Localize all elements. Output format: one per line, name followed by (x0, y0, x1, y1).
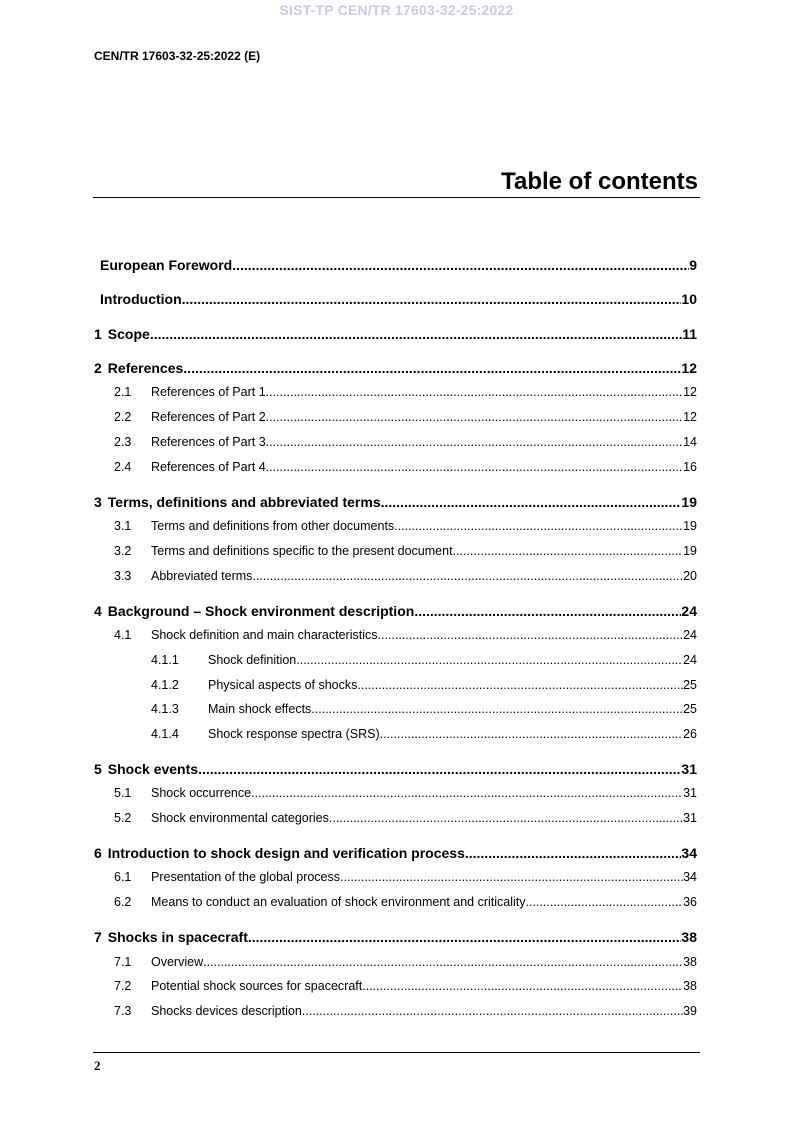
toc-entry[interactable] (114, 895, 697, 913)
dot-leader (453, 544, 684, 558)
toc-entry-page: 24 (681, 603, 697, 619)
toc-entry[interactable] (151, 727, 697, 745)
toc-entry-page: 24 (683, 653, 697, 667)
toc-entry-label: Shock definition and main characteristics (151, 628, 378, 642)
document-id: CEN/TR 17603-32-25:2022 (E) (94, 49, 261, 63)
toc-entry[interactable] (94, 845, 697, 865)
toc-entry-number: 2 (94, 360, 102, 376)
toc-entry-number: 6 (94, 845, 102, 861)
toc-entry-number: 7.2 (114, 979, 132, 993)
dot-leader (183, 360, 681, 376)
toc-entry-page: 31 (683, 811, 697, 825)
toc-entry[interactable] (114, 811, 697, 829)
toc-entry-label: References (107, 360, 184, 376)
dot-leader (252, 569, 683, 583)
toc-entry-number: 3.1 (114, 519, 132, 533)
toc-entry-label: References of Part 2 (151, 410, 266, 424)
title-divider (93, 197, 700, 198)
toc-entry-label: Introduction (100, 291, 182, 307)
toc-entry[interactable] (114, 870, 697, 888)
toc-entry-page: 34 (681, 845, 697, 861)
toc-entry-page: 31 (683, 786, 697, 800)
dot-leader (329, 811, 683, 825)
toc-entry[interactable] (151, 702, 697, 720)
dot-leader (150, 326, 682, 342)
dot-leader (311, 702, 683, 716)
toc-entry-label: References of Part 4 (151, 460, 266, 474)
toc-entry-number: 3 (94, 494, 102, 510)
dot-leader (296, 653, 683, 667)
toc-entry[interactable] (94, 761, 697, 781)
toc-entry-page: 38 (683, 955, 697, 969)
toc-entry-number: 3.2 (114, 544, 132, 558)
toc-entry-page: 14 (683, 435, 697, 449)
toc-entry-label: Shocks in spacecraft (107, 929, 248, 945)
toc-entry-number: 4.1.4 (151, 727, 179, 741)
toc-entry-page: 11 (682, 326, 697, 342)
page-title: Table of contents (501, 168, 698, 195)
toc-entry[interactable] (114, 385, 697, 403)
toc-entry-number: 6.1 (114, 870, 132, 884)
dot-leader (394, 519, 683, 533)
toc-entry-number: 4.1 (114, 628, 132, 642)
toc-entry-label: Shock environmental categories (151, 811, 329, 825)
dot-leader (182, 291, 682, 307)
toc-entry-page: 38 (683, 979, 697, 993)
watermark: SIST-TP CEN/TR 17603-32-25:2022 (279, 2, 514, 18)
toc-entry[interactable] (94, 326, 697, 346)
toc-entry-number: 1 (94, 326, 102, 342)
toc-entry[interactable] (94, 929, 697, 949)
dot-leader (362, 979, 683, 993)
toc-entry-page: 26 (683, 727, 697, 741)
toc-entry[interactable] (114, 1004, 697, 1022)
footer-divider (93, 1052, 700, 1053)
toc-entry-page: 9 (689, 257, 697, 273)
toc-entry-number: 5.1 (114, 786, 132, 800)
toc-entry-label: Terms and definitions specific to the present document (151, 544, 453, 558)
toc-entry-label: Physical aspects of shocks (208, 678, 358, 692)
dot-leader (266, 410, 683, 424)
toc-entry-number: 7.1 (114, 955, 132, 969)
dot-leader (266, 435, 683, 449)
dot-leader (378, 628, 684, 642)
toc-entry-label: Introduction to shock design and verification process (107, 845, 465, 861)
toc-entry-number: 7 (94, 929, 102, 945)
toc-entry-page: 12 (683, 385, 697, 399)
toc-entry[interactable] (114, 955, 697, 973)
dot-leader (203, 955, 683, 969)
toc-entry-number: 2.1 (114, 385, 132, 399)
toc-entry[interactable] (94, 257, 697, 277)
toc-entry-page: 34 (683, 870, 697, 884)
toc-entry[interactable] (114, 519, 697, 537)
toc-entry-page: 39 (683, 1004, 697, 1018)
toc-entry-label: Scope (107, 326, 150, 342)
toc-entry-page: 25 (683, 678, 697, 692)
toc-entry-label: Main shock effects (208, 702, 312, 716)
toc-entry-page: 38 (681, 929, 697, 945)
toc-entry-label: Shocks devices description (151, 1004, 302, 1018)
toc-entry-number: 2.3 (114, 435, 132, 449)
toc-entry-label: Terms and definitions from other documents (151, 519, 395, 533)
toc-entry-label: Shock occurrence (151, 786, 252, 800)
dot-leader (302, 1004, 683, 1018)
toc-entry-page: 25 (683, 702, 697, 716)
toc-entry-label: Overview (151, 955, 204, 969)
toc-entry-label: Terms, definitions and abbreviated terms (107, 494, 381, 510)
toc-entry-number: 4.1.3 (151, 702, 179, 716)
toc-entry-label: European Foreword (100, 257, 233, 273)
toc-entry[interactable] (114, 979, 697, 997)
toc-entry[interactable] (94, 360, 697, 380)
toc-entry-number: 6.2 (114, 895, 132, 909)
dot-leader (251, 786, 683, 800)
dot-leader (198, 761, 681, 777)
page-number: 2 (94, 1058, 101, 1073)
toc-entry-page: 20 (683, 569, 697, 583)
dot-leader (357, 678, 683, 692)
toc-entry-page: 36 (683, 895, 697, 909)
toc-entry-number: 4.1.2 (151, 678, 179, 692)
toc-entry-number: 2.4 (114, 460, 132, 474)
toc-entry-page: 10 (681, 291, 697, 307)
toc-entry-number: 4 (94, 603, 102, 619)
toc-entry-label: Shock events (107, 761, 199, 777)
toc-entry[interactable] (151, 678, 697, 696)
toc-entry-label: Abbreviated terms (151, 569, 253, 583)
toc-entry[interactable] (114, 569, 697, 587)
toc-entry[interactable] (114, 544, 697, 562)
dot-leader (266, 385, 683, 399)
toc-entry-page: 12 (683, 410, 697, 424)
toc-entry[interactable] (94, 603, 697, 623)
toc-entry[interactable] (94, 291, 697, 311)
toc-entry-page: 12 (681, 360, 697, 376)
toc-entry[interactable] (114, 460, 697, 478)
toc-entry[interactable] (151, 653, 697, 671)
toc-entry-page: 19 (683, 519, 697, 533)
toc-entry-page: 16 (683, 460, 697, 474)
dot-leader (381, 494, 682, 510)
toc-entry-label: References of Part 3 (151, 435, 266, 449)
dot-leader (266, 460, 683, 474)
dot-leader (380, 727, 683, 741)
dot-leader (465, 845, 682, 861)
toc-entry-label: References of Part 1 (151, 385, 266, 399)
dot-leader (232, 257, 689, 273)
toc-entry-label: Means to conduct an evaluation of shock environment and criticality (151, 895, 526, 909)
toc-entry-number: 5 (94, 761, 102, 777)
toc-entry[interactable] (114, 435, 697, 453)
toc-entry[interactable] (114, 628, 697, 646)
toc-entry-page: 19 (681, 494, 697, 510)
dot-leader (414, 603, 681, 619)
dot-leader (248, 929, 682, 945)
toc-entry[interactable] (114, 410, 697, 428)
toc-entry-label: Shock response spectra (SRS) (208, 727, 380, 741)
toc-entry-number: 4.1.1 (151, 653, 179, 667)
toc-entry[interactable] (114, 786, 697, 804)
toc-entry[interactable] (94, 494, 697, 514)
toc-entry-number: 7.3 (114, 1004, 132, 1018)
toc-entry-page: 31 (681, 761, 697, 777)
toc-entry-label: Presentation of the global process (151, 870, 341, 884)
toc-entry-label: Potential shock sources for spacecraft (151, 979, 363, 993)
toc-entry-number: 2.2 (114, 410, 132, 424)
toc-entry-number: 3.3 (114, 569, 132, 583)
toc-entry-label: Background – Shock environment description (107, 603, 415, 619)
dot-leader (340, 870, 683, 884)
toc-entry-label: Shock definition (208, 653, 297, 667)
toc-entry-number: 5.2 (114, 811, 132, 825)
toc-entry-page: 24 (683, 628, 697, 642)
toc-entry-page: 19 (683, 544, 697, 558)
dot-leader (526, 895, 684, 909)
